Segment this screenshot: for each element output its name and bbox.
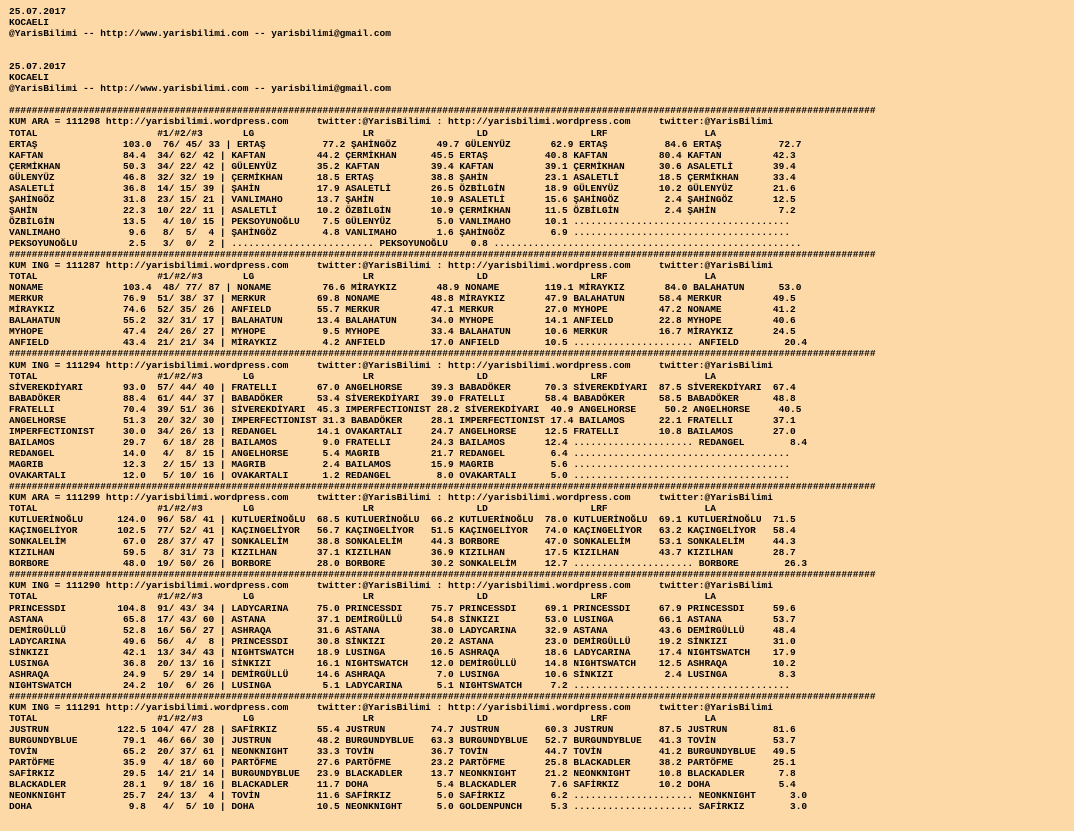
report-line: MİRAYKIZ 74.6 52/ 35/ 26 | ANFIELD 55.7 MERKUR 47.1 MERKUR 27.0 MYHOPE 47.2 NONAME 41.2 <box>9 304 796 316</box>
report-line: @YarisBilimi -- http://www.yarisbilimi.com -- yarisbilimi@gmail.com <box>9 83 391 95</box>
report-line: PARTÖFME 35.9 4/ 18/ 60 | PARTÖFME 27.6 PARTÖFME 23.2 PARTÖFME 25.8 BLACKADLER 38.2 PARTÖFME 25.1 <box>9 757 796 769</box>
report-line: KUM ING = 111291 http://yarisbilimi.wordpress.com twitter:@YarisBilimi : http://yarisbilimi.wordpress.com twitter:@YarisBilimi <box>9 701 773 713</box>
report-line: KUM ING = 111294 http://yarisbilimi.wordpress.com twitter:@YarisBilimi : http://yarisbilimi.wordpress.com twitter:@YarisBilimi <box>9 359 773 371</box>
report-line: SAFİRKIZ 29.5 14/ 21/ 14 | BURGUNDYBLUE 23.9 BLACKADLER 13.7 NEONKNIGHT 21.2 NEONKNIGHT 10.8 BLACKADLER 7.8 <box>9 768 796 780</box>
report-line: ERTAŞ 103.0 76/ 45/ 33 | ERTAŞ 77.2 ŞAHİNGÖZ 49.7 GÜLENYÜZ 62.9 ERTAŞ 84.6 ERTAŞ 72.7 <box>9 138 802 150</box>
report-line: 25.07.2017 <box>9 61 67 73</box>
report-line: KAÇINGELİYOR 102.5 77/ 52/ 41 | KAÇINGELİYOR 56.7 KAÇINGELİYOR 51.5 KAÇINGELİYOR 74.0 KAÇINGELİYOR 63.2 KAÇINGELİYOR 58.4 <box>9 525 796 537</box>
report-line: ######################################################################################################################################################## <box>9 105 876 117</box>
report-line: NEONKNIGHT 25.7 24/ 13/ 4 | TOVİN 11.6 SAFİRKIZ 5.0 SAFİRKIZ 6.2 ..................... NEONKNIGHT 3.0 <box>9 790 808 802</box>
report-line: 25.07.2017 <box>9 6 67 17</box>
report-line: KUM ARA = 111298 http://yarisbilimi.wordpress.com twitter:@YarisBilimi : http://yarisbilimi.wordpress.com twitter:@YarisBilimi <box>9 116 773 128</box>
report-line: IMPERFECTIONIST 30.0 34/ 26/ 13 | REDANGEL 14.1 OVAKARTALI 24.7 ANGELHORSE 12.5 FRATELLI 10.8 BAILAMOS 27.0 <box>9 425 796 437</box>
report-line: ASHRAQA 24.9 5/ 29/ 14 | DEMİRGÜLLÜ 14.6 ASHRAQA 7.0 LUSINGA 10.6 SİNKIZI 2.4 LUSINGA 8.3 <box>9 668 796 680</box>
report-line: FRATELLI 70.4 39/ 51/ 36 | SİVEREKDİYARI 45.3 IMPERFECTIONIST 28.2 SİVEREKDİYARI 40.9 ANGELHORSE 50.2 ANGELHORSE 40.5 <box>9 403 802 415</box>
report-line: ######################################################################################################################################################## <box>9 249 876 261</box>
report-line: KUM ARA = 111299 http://yarisbilimi.wordpress.com twitter:@YarisBilimi : http://yarisbilimi.wordpress.com twitter:@YarisBilimi <box>9 492 773 504</box>
report-line: ÇERMİKHAN 50.3 34/ 22/ 42 | GÜLENYÜZ 35.2 KAFTAN 39.4 KAFTAN 39.1 ÇERMİKHAN 30.6 ASALETLİ 39.4 <box>9 160 796 172</box>
report-line: SİNKIZI 42.1 13/ 34/ 43 | NIGHTSWATCH 18.9 LUSINGA 16.5 ASHRAQA 18.6 LADYCARINA 17.4 NIGHTSWATCH 17.9 <box>9 646 796 658</box>
report-line: MYHOPE 47.4 24/ 26/ 27 | MYHOPE 9.5 MYHOPE 33.4 BALAHATUN 10.6 MERKUR 16.7 MİRAYKIZ 24.5 <box>9 326 796 338</box>
report-line: BALAHATUN 55.2 32/ 31/ 17 | BALAHATUN 13.4 BALAHATUN 34.0 MYHOPE 14.1 ANFIELD 22.8 MYHOPE 40.6 <box>9 315 796 327</box>
report-line: BLACKADLER 28.1 9/ 18/ 16 | BLACKADLER 11.7 DOHA 5.4 BLACKADLER 7.6 SAFİRKIZ 10.2 DOHA 5.4 <box>9 779 796 791</box>
report-line: BABADÖKER 88.4 61/ 44/ 37 | BABADÖKER 53.4 SİVEREKDİYARI 39.0 FRATELLI 58.4 BABADÖKER 58.5 BABADÖKER 48.8 <box>9 392 796 404</box>
report-text <box>9 6 876 812</box>
report-line: DEMİRGÜLLÜ 52.8 16/ 56/ 27 | ASHRAQA 31.6 ASTANA 38.0 LADYCARINA 32.9 ASTANA 43.6 DEMİRGÜLLÜ 48.4 <box>9 624 796 636</box>
report-line: JUSTRUN 122.5 104/ 47/ 28 | SAFİRKIZ 55.4 JUSTRUN 74.7 JUSTRUN 60.3 JUSTRUN 87.5 JUSTRUN 81.6 <box>9 724 796 736</box>
report-line: KUM ING = 111287 http://yarisbilimi.wordpress.com twitter:@YarisBilimi : http://yarisbilimi.wordpress.com twitter:@YarisBilimi <box>9 260 773 272</box>
report-line: TOTAL #1/#2/#3 LG LR LD LRF LA <box>9 271 716 283</box>
report-line: OVAKARTALI 12.0 5/ 10/ 16 | OVAKARTALI 1.2 REDANGEL 8.0 OVAKARTALI 5.0 ...................................... <box>9 469 791 481</box>
report-line: ######################################################################################################################################################## <box>9 481 876 493</box>
report-line: LADYCARINA 49.6 56/ 4/ 8 | PRINCESSDI 30.8 SİNKIZI 20.2 ASTANA 23.0 DEMİRGÜLLÜ 19.2 SİNKIZI 31.0 <box>9 635 796 647</box>
report-line: KOCAELI <box>9 17 49 29</box>
report-line <box>9 50 876 61</box>
report-line: TOVİN 65.2 20/ 37/ 61 | NEONKNIGHT 33.3 TOVİN 36.7 TOVİN 44.7 TOVİN 41.2 BURGUNDYBLUE 49.5 <box>9 746 796 758</box>
report-line: @YarisBilimi -- http://www.yarisbilimi.com -- yarisbilimi@gmail.com <box>9 28 391 40</box>
report-line: ŞAHİN 22.3 10/ 22/ 11 | ASALETLİ 10.2 ÖZBİLGİN 10.9 ÇERMİKHAN 11.5 ÖZBİLGİN 2.4 ŞAHİN 7.2 <box>9 204 796 216</box>
report-line: VANLIMAHO 9.6 8/ 5/ 4 | ŞAHİNGÖZ 4.8 VANLIMAHO 1.6 ŞAHİNGÖZ 6.9 ...................................... <box>9 226 791 238</box>
report-line: TOTAL #1/#2/#3 LG LR LD LRF LA <box>9 370 716 382</box>
report-line: ŞAHİNGÖZ 31.8 23/ 15/ 21 | VANLIMAHO 13.7 ŞAHİN 10.9 ASALETLİ 15.6 ŞAHİNGÖZ 2.4 ŞAHİNGÖZ 12.5 <box>9 193 796 205</box>
report-line: REDANGEL 14.0 4/ 8/ 15 | ANGELHORSE 5.4 MAGRIB 21.7 REDANGEL 6.4 ...................................... <box>9 447 791 459</box>
report-line: ANFIELD 43.4 21/ 21/ 34 | MİRAYKIZ 4.2 ANFIELD 17.0 ANFIELD 10.5 ..................... ANFIELD 20.4 <box>9 337 808 349</box>
report-line: DOHA 9.8 4/ 5/ 10 | DOHA 10.5 NEONKNIGHT 5.0 GOLDENPUNCH 5.3 ..................... SAFİRKIZ 3.0 <box>9 801 808 813</box>
report-line: ANGELHORSE 51.3 20/ 32/ 30 | IMPERFECTIONIST 31.3 BABADÖKER 28.1 IMPERFECTIONIST 17.4 BAILAMOS 22.1 FRATELLI 37.1 <box>9 414 796 426</box>
report-line: ASTANA 65.8 17/ 43/ 60 | ASTANA 37.1 DEMİRGÜLLÜ 54.8 SİNKIZI 53.0 LUSINGA 66.1 ASTANA 53.7 <box>9 613 796 625</box>
report-line: ######################################################################################################################################################## <box>9 569 876 581</box>
report-line: KAFTAN 84.4 34/ 62/ 42 | KAFTAN 44.2 ÇERMİKHAN 45.5 ERTAŞ 40.8 KAFTAN 80.4 KAFTAN 42.3 <box>9 149 796 161</box>
report-line: TOTAL #1/#2/#3 LG LR LD LRF LA <box>9 591 716 603</box>
report-line: KOCAELI <box>9 72 49 84</box>
report-line: ######################################################################################################################################################## <box>9 348 876 360</box>
report-line: NONAME 103.4 48/ 77/ 87 | NONAME 76.6 MİRAYKIZ 48.9 NONAME 119.1 MİRAYKIZ 84.0 BALAHATUN 53.0 <box>9 282 802 294</box>
report-line <box>9 94 876 105</box>
report-line <box>9 39 876 50</box>
report-line: MAGRIB 12.3 2/ 15/ 13 | MAGRIB 2.4 BAILAMOS 15.9 MAGRIB 5.6 ...................................... <box>9 458 791 470</box>
report-line: ÖZBİLGİN 13.5 4/ 10/ 15 | PEKSOYUNOĞLU 7.5 GÜLENYÜZ 5.0 VANLIMAHO 10.1 ...................................... <box>9 215 791 227</box>
report-line: MERKUR 76.9 51/ 38/ 37 | MERKUR 69.8 NONAME 48.8 MİRAYKIZ 47.9 BALAHATUN 58.4 MERKUR 49.5 <box>9 293 796 305</box>
report-line: LUSINGA 36.8 20/ 13/ 16 | SİNKIZI 16.1 NIGHTSWATCH 12.0 DEMİRGÜLLÜ 14.8 NIGHTSWATCH 12.5 ASHRAQA 10.2 <box>9 657 796 669</box>
report-line: SONKALELİM 67.0 28/ 37/ 47 | SONKALELİM 38.8 SONKALELİM 44.3 BORBORE 47.0 SONKALELİM 53.1 SONKALELİM 44.3 <box>9 536 796 548</box>
report-line: KIZILHAN 59.5 8/ 31/ 73 | KIZILHAN 37.1 KIZILHAN 36.9 KIZILHAN 17.5 KIZILHAN 43.7 KIZILHAN 28.7 <box>9 547 796 559</box>
report-line: ASALETLİ 36.8 14/ 15/ 39 | ŞAHİN 17.9 ASALETLİ 26.5 ÖZBİLGİN 18.9 GÜLENYÜZ 10.2 GÜLENYÜZ 21.6 <box>9 182 796 194</box>
report-line: TOTAL #1/#2/#3 LG LR LD LRF LA <box>9 127 716 139</box>
report-line: TOTAL #1/#2/#3 LG LR LD LRF LA <box>9 503 716 515</box>
report-line: SİVEREKDİYARI 93.0 57/ 44/ 40 | FRATELLI 67.0 ANGELHORSE 39.3 BABADÖKER 70.3 SİVEREKDİYARI 87.5 SİVEREKDİYARI 67.4 <box>9 381 796 393</box>
report-line: NIGHTSWATCH 24.2 10/ 6/ 26 | LUSINGA 5.1 LADYCARINA 5.1 NIGHTSWATCH 7.2 ...................................... <box>9 679 791 691</box>
report-line: BORBORE 48.0 19/ 50/ 26 | BORBORE 28.0 BORBORE 30.2 SONKALELİM 12.7 ..................... BORBORE 26.3 <box>9 558 808 570</box>
report-line: PRINCESSDI 104.8 91/ 43/ 34 | LADYCARINA 75.0 PRINCESSDI 75.7 PRINCESSDI 69.1 PRINCESSDI 67.9 PRINCESSDI 59.6 <box>9 602 796 614</box>
report-line: BURGUNDYBLUE 79.1 46/ 66/ 30 | JUSTRUN 48.2 BURGUNDYBLUE 63.3 BURGUNDYBLUE 52.7 BURGUNDYBLUE 41.3 TOVİN 53.7 <box>9 735 796 747</box>
report-line: PEKSOYUNOĞLU 2.5 3/ 0/ 2 | ......................... PEKSOYUNOĞLU 0.8 ...................................................... <box>9 237 802 249</box>
report-line: KUM ING = 111290 http://yarisbilimi.wordpress.com twitter:@YarisBilimi : http://yarisbilimi.wordpress.com twitter:@YarisBilimi <box>9 580 773 592</box>
report-line: BAILAMOS 29.7 6/ 18/ 28 | BAILAMOS 9.0 FRATELLI 24.3 BAILAMOS 12.4 ..................... REDANGEL 8.4 <box>9 436 808 448</box>
report-line: GÜLENYÜZ 46.8 32/ 32/ 19 | ÇERMİKHAN 18.5 ERTAŞ 38.8 ŞAHİN 23.1 ASALETLİ 18.5 ÇERMİKHAN 33.4 <box>9 171 796 183</box>
report-line: ######################################################################################################################################################## <box>9 690 876 702</box>
report-line: KUTLUERİNOĞLU 124.0 96/ 58/ 41 | KUTLUERİNOĞLU 68.5 KUTLUERİNOĞLU 66.2 KUTLUERİNOĞLU 78.0 KUTLUERİNOĞLU 69.1 KUTLUERİNOĞLU 71.5 <box>9 514 796 526</box>
report-line: TOTAL #1/#2/#3 LG LR LD LRF LA <box>9 713 716 724</box>
